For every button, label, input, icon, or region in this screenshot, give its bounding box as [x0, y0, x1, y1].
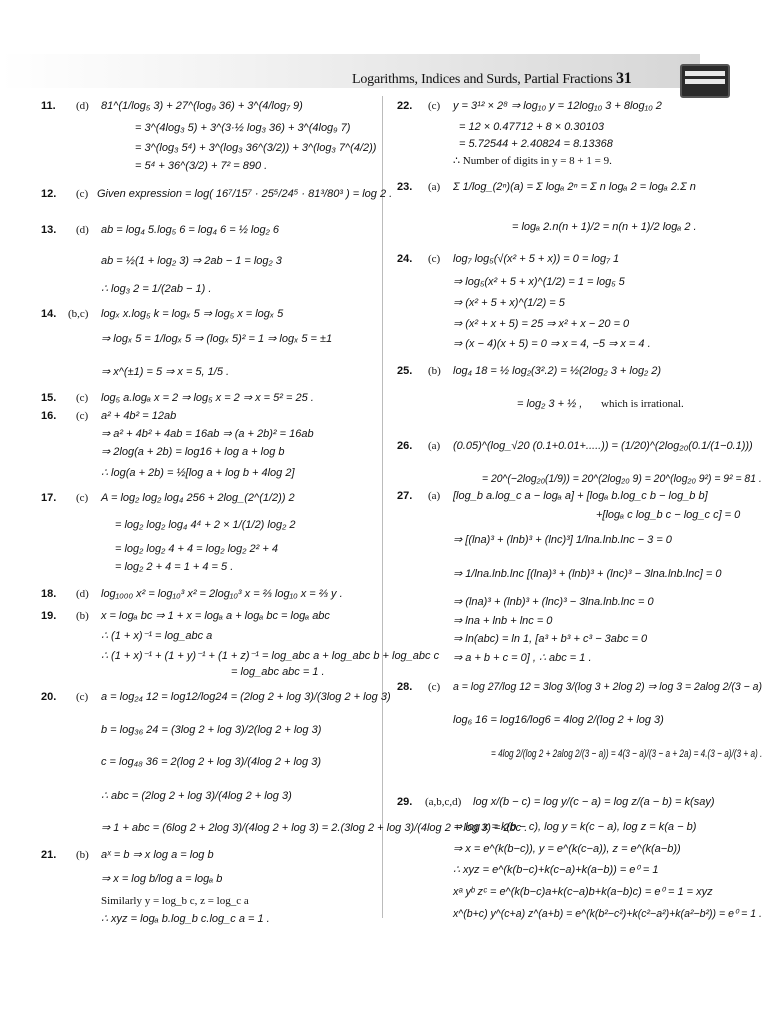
answer-option: (c) — [428, 100, 441, 112]
solution-line: c = log₄₈ 36 = 2(log 2 + log 3)/(4log 2 + log 3) — [101, 756, 321, 768]
page-header — [352, 70, 632, 88]
solution-line: ⇒ log₅(x² + 5 + x)^(1/2) = 1 = log₅ 5 — [453, 276, 625, 288]
solution-line: x^(b+c) y^(c+a) z^(a+b) = e^(k(b²−c²)+k(c²−a²)+k(a²−b²)) = e⁰ = 1 . — [453, 908, 762, 920]
solution-line: = 20^(−2log₂₀(1/9)) = 20^(2log₂₀ 9) = 20^(log₂₀ 9²) = 9² = 81 . — [482, 473, 762, 485]
solution-line: x = logₐ bc ⇒ 1 + x = logₐ a + logₐ bc = logₐ abc — [101, 610, 330, 622]
answer-option: (c) — [76, 492, 89, 504]
solution-line: ⇒ log x = k(b − c), log y = k(c − a), log z = k(a − b) — [453, 821, 697, 833]
solution-line: = log₂ log₂ 4 + 4 = log₂ log₂ 2² + 4 — [115, 543, 278, 555]
solution-line: log₅ a.logₐ x = 2 ⇒ log₅ x = 2 ⇒ x = 5² = 25 . — [101, 392, 314, 404]
solution-line: = logₐ 2.n(n + 1)/2 = n(n + 1)/2 logₐ 2 . — [512, 221, 697, 233]
solution-line: ∴ abc = (2log 2 + log 3)/(4log 2 + log 3) — [101, 790, 292, 802]
solution-line: ⇒ lna + lnb + lnc = 0 — [453, 615, 553, 627]
answer-option: (c) — [76, 392, 89, 404]
solution-line: ⇒ 1 + abc = (6log 2 + 2log 3)/(4log 2 + log 3) = 2.(3log 2 + log 3)/(4log 2 + log 3) = 2bc . — [101, 822, 528, 834]
solution-line: y = 3¹² × 2⁸ ⇒ log₁₀ y = 12log₁₀ 3 + 8log₁₀ 2 — [453, 100, 662, 112]
solution-line: ⇒ a² + 4b² + 4ab = 16ab ⇒ (a + 2b)² = 16ab — [101, 428, 314, 440]
answer-option: (c) — [76, 691, 89, 703]
solution-line: ⇒ logₓ 5 = 1/logₓ 5 ⇒ (logₓ 5)² = 1 ⇒ logₓ 5 = ±1 — [101, 333, 333, 345]
answer-option: (c) — [428, 681, 441, 693]
solution-line: ⇒ 1/lna.lnb.lnc [(lna)³ + (lnb)³ + (lnc)³ − 3lna.lnb.lnc] = 0 — [453, 568, 722, 580]
solution-line: ⇒ (x − 4)(x + 5) = 0 ⇒ x = 4, −5 ⇒ x = 4 . — [453, 338, 651, 350]
solution-line: xᵃ yᵇ zᶜ = e^(k(b−c)a+k(c−a)b+k(a−b)c) = e⁰ = 1 = xyz — [453, 886, 713, 898]
question-number: 29. — [397, 796, 413, 808]
answer-option: (d) — [76, 588, 89, 600]
question-number: 16. — [41, 410, 57, 422]
solution-line: ⇒ (x² + x + 5) = 25 ⇒ x² + x − 20 = 0 — [453, 318, 630, 330]
question-number: 28. — [397, 681, 413, 693]
logo-line-2 — [685, 79, 725, 84]
solution-line: ⇒ x^(±1) = 5 ⇒ x = 5, 1/5 . — [101, 366, 230, 378]
answer-option: (b,c) — [68, 308, 89, 320]
column-divider — [382, 96, 383, 918]
solution-line: which is irrational. — [601, 398, 684, 410]
chapter-title: Logarithms, Indices and Surds, Partial Fractions — [352, 72, 613, 87]
solution-line: [log_b a.log_c a − logₐ a] + [logₐ b.log_c b − log_b b] — [453, 490, 708, 502]
answer-option: (a,b,c,d) — [425, 796, 462, 808]
solution-line: ⇒ 2log(a + 2b) = log16 + log a + log b — [101, 446, 285, 458]
solution-line: b = log₃₆ 24 = (3log 2 + log 3)/2(log 2 + log 3) — [101, 724, 322, 736]
answer-option: (d) — [76, 100, 89, 112]
question-number: 17. — [41, 492, 57, 504]
solution-line: log x/(b − c) = log y/(c − a) = log z/(a − b) = k(say) — [473, 796, 715, 808]
solution-line: = log₂ 2 + 4 = 1 + 4 = 5 . — [115, 561, 234, 573]
answer-option: (d) — [76, 224, 89, 236]
solution-line: = log₂ log₂ log₄ 4⁴ + 2 × 1/(1/2) log₂ 2 — [115, 519, 296, 531]
solution-line: Given expression = log( 16⁷/15⁷ · 25⁵/24⁵ · 81³/80³ ) = log 2 . — [97, 188, 393, 200]
solution-line: ⇒ x = log b/log a = logₐ b — [101, 873, 223, 885]
solution-line: ∴ xyz = logₐ b.log_b c.log_c a = 1 . — [101, 913, 270, 925]
answer-option: (a) — [428, 181, 441, 193]
answer-option: (a) — [428, 490, 441, 502]
solution-line: ⇒ (lna)³ + (lnb)³ + (lnc)³ − 3lna.lnb.lnc = 0 — [453, 596, 654, 608]
solution-line: = 3^(4log₃ 5) + 3^(3·½ log₃ 36) + 3^(4log₉ 7) — [135, 122, 351, 134]
question-number: 20. — [41, 691, 57, 703]
solution-line: ∴ log(a + 2b) = ½[log a + log b + 4log 2] — [101, 467, 295, 479]
question-number: 26. — [397, 440, 413, 452]
answer-option: (c) — [76, 188, 89, 200]
solution-line: log₄ 18 = ½ log₂(3².2) = ½(2log₂ 3 + log₂ 2) — [453, 365, 662, 377]
question-number: 15. — [41, 392, 57, 404]
publisher-logo-icon — [680, 64, 730, 98]
question-number: 27. — [397, 490, 413, 502]
solution-line: = 12 × 0.47712 + 8 × 0.30103 — [459, 121, 604, 133]
question-number: 19. — [41, 610, 57, 622]
solution-line: log₁₀₀₀ x² = log₁₀³ x² = 2log₁₀³ x = ⅔ log₁₀ x = ⅔ y . — [101, 588, 343, 600]
solution-line: (0.05)^(log_√20 (0.1+0.01+.....)) = (1/20)^(2log₂₀(0.1/(1−0.1))) — [453, 440, 753, 452]
solution-line: log₇ log₅(√(x² + 5 + x)) = 0 = log₇ 1 — [453, 253, 620, 265]
answer-option: (b) — [76, 610, 89, 622]
solution-line: +[logₐ c log_b c − log_c c] = 0 — [596, 509, 741, 521]
solution-line: ⇒ (x² + 5 + x)^(1/2) = 5 — [453, 297, 565, 309]
answer-option: (c) — [76, 410, 89, 422]
answer-option: (c) — [428, 253, 441, 265]
solution-line: ∴ Number of digits in y = 8 + 1 = 9. — [453, 155, 612, 167]
solution-line: = 5⁴ + 36^(3/2) + 7² = 890 . — [135, 160, 268, 172]
solution-line: a² + 4b² = 12ab — [101, 410, 177, 422]
solution-line: = log₂ 3 + ½ , — [517, 398, 583, 410]
solution-line: log₆ 16 = log16/log6 = 4log 2/(log 2 + log 3) — [453, 714, 664, 726]
question-number: 18. — [41, 588, 57, 600]
solution-line: Σ 1/log_(2ⁿ)(a) = Σ logₐ 2ⁿ = Σ n logₐ 2 = logₐ 2.Σ n — [453, 181, 696, 193]
answer-option: (b) — [76, 849, 89, 861]
solution-line: ∴ log₃ 2 = 1/(2ab − 1) . — [101, 283, 212, 295]
question-number: 24. — [397, 253, 413, 265]
solution-line: = 4log 2/(log 2 + 2alog 2/(3 − a)) = 4(3 − a)/(3 − a + 2a) = 4.(3 − a)/(3 + a) . — [491, 748, 763, 760]
question-number: 11. — [41, 100, 56, 112]
solution-line: Similarly y = log_b c, z = log_c a — [101, 895, 249, 907]
solution-line: ∴ (1 + x)⁻¹ = log_abc a — [101, 630, 213, 642]
solution-line: ∴ (1 + x)⁻¹ + (1 + y)⁻¹ + (1 + z)⁻¹ = log_abc a + log_abc b + log_abc c — [101, 650, 440, 662]
question-number: 22. — [397, 100, 413, 112]
solution-line: ab = log₄ 5.log₅ 6 = log₄ 6 = ½ log₂ 6 — [101, 224, 279, 236]
answer-option: (b) — [428, 365, 441, 377]
answer-option: (a) — [428, 440, 441, 452]
question-number: 13. — [41, 224, 57, 236]
solution-line: a = log₂₄ 12 = log12/log24 = (2log 2 + log 3)/(3log 2 + log 3) — [101, 691, 391, 703]
solution-line: ⇒ ln(abc) = ln 1, [a³ + b³ + c³ − 3abc = 0 — [453, 633, 648, 645]
solution-line: ⇒ x = e^(k(b−c)), y = e^(k(c−a)), z = e^(k(a−b)) — [453, 843, 681, 855]
solution-line: = log_abc abc = 1 . — [231, 666, 325, 678]
page-number: 31 — [615, 70, 632, 87]
solution-line: a = log 27/log 12 = 3log 3/(log 3 + 2log 2) ⇒ log 3 = 2alog 2/(3 − a) — [453, 681, 762, 693]
solution-line: aˣ = b ⇒ x log a = log b — [101, 849, 214, 861]
question-number: 25. — [397, 365, 413, 377]
question-number: 12. — [41, 188, 57, 200]
question-number: 14. — [41, 308, 57, 320]
solution-line: 81^(1/log₅ 3) + 27^(log₉ 36) + 3^(4/log₇ 9) — [101, 100, 303, 112]
logo-line-1 — [685, 71, 725, 76]
question-number: 21. — [41, 849, 57, 861]
solution-line: = 3^(log₃ 5⁴) + 3^(log₃ 36^(3/2)) + 3^(log₃ 7^(4/2)) — [135, 142, 377, 154]
solution-line: ∴ xyz = e^(k(b−c)+k(c−a)+k(a−b)) = e⁰ = 1 — [453, 864, 659, 876]
question-number: 23. — [397, 181, 413, 193]
solution-line: logₓ x.log₅ k = logₓ 5 ⇒ log₅ x = logₓ 5 — [101, 308, 284, 320]
solution-line: A = log₂ log₂ log₄ 256 + 2log_(2^(1/2)) 2 — [101, 492, 295, 504]
solution-line: = 5.72544 + 2.40824 = 8.13368 — [459, 138, 613, 150]
solution-line: ⇒ [(lna)³ + (lnb)³ + (lnc)³] 1/lna.lnb.lnc − 3 = 0 — [453, 534, 672, 546]
solution-line: ab = ½(1 + log₂ 3) ⇒ 2ab − 1 = log₂ 3 — [101, 255, 282, 267]
solution-line: ⇒ a + b + c = 0] , ∴ abc = 1 . — [453, 652, 592, 664]
